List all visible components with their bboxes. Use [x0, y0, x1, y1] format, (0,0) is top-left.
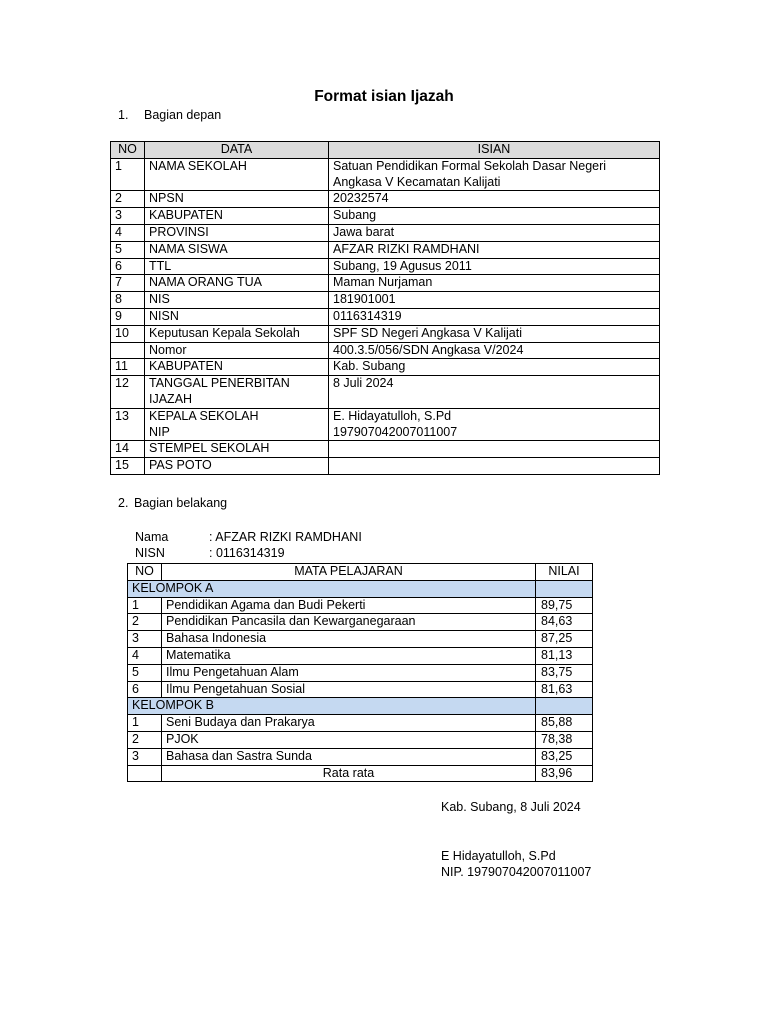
grade-number: 1 [128, 597, 162, 614]
table-row [111, 342, 660, 359]
row-data-label: NISN [149, 308, 179, 323]
row-isian-value: 8 Juli 2024 [333, 376, 394, 391]
row-isian-value-2: Angkasa V Kecamatan Kalijati [333, 174, 501, 189]
row-data-cell [145, 342, 329, 359]
grade-number: 3 [128, 748, 162, 765]
row-number: 6 [111, 258, 145, 275]
row-number: 10 [111, 325, 145, 342]
average-label: Rata rata [162, 765, 536, 782]
grade-score: 78,38 [536, 731, 593, 748]
row-number: 15 [111, 458, 145, 475]
row-data-label: KEPALA SEKOLAH [149, 408, 259, 423]
row-data-cell [145, 224, 329, 241]
grade-subject: Matematika [162, 647, 536, 664]
average-value: 83,96 [536, 765, 593, 782]
header-no: NO [128, 564, 162, 581]
row-data-label: PROVINSI [149, 224, 209, 239]
group-b-row [128, 698, 593, 715]
row-isian-cell [329, 292, 660, 309]
grade-row [128, 748, 593, 765]
row-number: 5 [111, 241, 145, 258]
grade-number: 2 [128, 731, 162, 748]
table-row [111, 241, 660, 258]
row-data-cell [145, 308, 329, 325]
table-row [111, 458, 660, 475]
row-data-label: NAMA SEKOLAH [149, 158, 247, 173]
row-isian-cell [329, 408, 660, 441]
table-header-row [111, 142, 660, 159]
table-row [111, 441, 660, 458]
signature-name: E Hidayatulloh, S.Pd [441, 849, 556, 863]
row-number [111, 342, 145, 359]
grade-number: 1 [128, 715, 162, 732]
grade-score: 85,88 [536, 715, 593, 732]
row-number: 3 [111, 208, 145, 225]
grade-row [128, 597, 593, 614]
row-number: 12 [111, 376, 145, 409]
group-b-label: KELOMPOK B [128, 698, 536, 715]
table-row [111, 191, 660, 208]
header-subject: MATA PELAJARAN [162, 564, 536, 581]
row-isian-value-2: 197907042007011007 [333, 424, 458, 439]
header-no: NO [111, 142, 145, 159]
table-row [111, 376, 660, 409]
table-row [111, 158, 660, 191]
row-isian-value: Subang [333, 208, 377, 223]
row-isian-value: 0116314319 [333, 308, 402, 323]
row-data-label: TTL [149, 258, 172, 273]
header-score: NILAI [536, 564, 593, 581]
section-2-heading [118, 496, 227, 510]
row-data-label: TANGGAL PENERBITAN [149, 376, 290, 391]
row-data-cell [145, 191, 329, 208]
grade-number: 6 [128, 681, 162, 698]
row-isian-cell [329, 342, 660, 359]
row-isian-value: 181901001 [333, 292, 396, 307]
student-name-line [135, 530, 362, 544]
table-header-row [128, 564, 593, 581]
row-isian-value: E. Hidayatulloh, S.Pd [333, 408, 452, 423]
grade-row [128, 715, 593, 732]
row-number: 4 [111, 224, 145, 241]
row-data-cell [145, 376, 329, 409]
table-row [111, 275, 660, 292]
section-1-number: 1. [118, 108, 129, 122]
grade-subject: Pendidikan Agama dan Budi Pekerti [162, 597, 536, 614]
grade-row [128, 614, 593, 631]
student-nisn-value: : 0116314319 [209, 546, 285, 560]
row-isian-cell [329, 191, 660, 208]
grade-subject: Bahasa Indonesia [162, 631, 536, 648]
row-data-cell [145, 275, 329, 292]
table-row [111, 325, 660, 342]
table-row [111, 408, 660, 441]
table-row [111, 258, 660, 275]
row-isian-cell [329, 458, 660, 475]
row-data-cell [145, 325, 329, 342]
row-number: 14 [111, 441, 145, 458]
row-isian-value: Kab. Subang [333, 359, 406, 374]
row-data-cell [145, 208, 329, 225]
grade-score: 83,25 [536, 748, 593, 765]
grade-score: 81,13 [536, 647, 593, 664]
signature-place-date: Kab. Subang, 8 Juli 2024 [441, 800, 581, 814]
document-title: Format isian Ijazah [314, 88, 454, 105]
row-data-cell [145, 158, 329, 191]
row-isian-cell [329, 376, 660, 409]
header-data: DATA [145, 142, 329, 159]
grade-score: 89,75 [536, 597, 593, 614]
group-a-row [128, 580, 593, 597]
row-number: 2 [111, 191, 145, 208]
row-data-label-2: NIP [149, 424, 170, 439]
row-data-label: STEMPEL SEKOLAH [149, 441, 270, 456]
front-section-table [110, 141, 660, 475]
row-data-label: KABUPATEN [149, 359, 223, 374]
grade-row [128, 681, 593, 698]
row-data-label-2: IJAZAH [149, 391, 193, 406]
row-data-label: NAMA SISWA [149, 241, 228, 256]
section-1-heading [118, 108, 221, 122]
student-name-value: : AFZAR RIZKI RAMDHANI [209, 530, 362, 544]
table-row [111, 308, 660, 325]
grade-number: 3 [128, 631, 162, 648]
student-name-label: Nama [135, 530, 169, 544]
row-data-cell [145, 359, 329, 376]
group-b-score-cell [536, 698, 593, 715]
row-data-label: NAMA ORANG TUA [149, 275, 262, 290]
group-a-label: KELOMPOK A [128, 580, 536, 597]
student-nisn-line [135, 546, 285, 560]
row-isian-cell [329, 158, 660, 191]
group-a-score-cell [536, 580, 593, 597]
row-isian-cell [329, 308, 660, 325]
grade-subject: Pendidikan Pancasila dan Kewarganegaraan [162, 614, 536, 631]
section-2-label: Bagian belakang [134, 496, 228, 510]
row-isian-value: 20232574 [333, 191, 389, 206]
row-data-cell [145, 241, 329, 258]
grade-number: 2 [128, 614, 162, 631]
row-isian-value: Maman Nurjaman [333, 275, 433, 290]
grade-row [128, 647, 593, 664]
grade-score: 87,25 [536, 631, 593, 648]
table-row [111, 292, 660, 309]
grades-table [127, 563, 593, 782]
grade-score: 83,75 [536, 664, 593, 681]
table-row [111, 359, 660, 376]
grade-number: 5 [128, 664, 162, 681]
average-row [128, 765, 593, 782]
row-data-label: Keputusan Kepala Sekolah [149, 325, 300, 340]
grade-score: 81,63 [536, 681, 593, 698]
row-isian-cell [329, 325, 660, 342]
row-number: 9 [111, 308, 145, 325]
grade-row [128, 631, 593, 648]
row-isian-value: SPF SD Negeri Angkasa V Kalijati [333, 325, 522, 340]
row-data-cell [145, 458, 329, 475]
row-number: 13 [111, 408, 145, 441]
row-isian-value: Subang, 19 Agusus 2011 [333, 258, 472, 273]
row-isian-cell [329, 241, 660, 258]
grade-subject: PJOK [162, 731, 536, 748]
table-row [111, 208, 660, 225]
student-nisn-label: NISN [135, 546, 165, 560]
row-data-cell [145, 292, 329, 309]
row-number: 7 [111, 275, 145, 292]
row-isian-cell [329, 208, 660, 225]
header-isian: ISIAN [329, 142, 660, 159]
row-isian-cell [329, 441, 660, 458]
row-data-label: KABUPATEN [149, 208, 223, 223]
row-isian-cell [329, 258, 660, 275]
signature-nip: NIP. 197907042007011007 [441, 865, 592, 879]
grade-score: 84,63 [536, 614, 593, 631]
row-isian-cell [329, 224, 660, 241]
row-isian-cell [329, 359, 660, 376]
row-data-label: Nomor [149, 342, 187, 357]
row-isian-value: Jawa barat [333, 224, 395, 239]
row-data-cell [145, 408, 329, 441]
row-isian-value: AFZAR RIZKI RAMDHANI [333, 241, 480, 256]
grade-subject: Bahasa dan Sastra Sunda [162, 748, 536, 765]
row-data-label: NIS [149, 292, 170, 307]
grade-number: 4 [128, 647, 162, 664]
row-number: 1 [111, 158, 145, 191]
row-isian-cell [329, 275, 660, 292]
row-data-label: NPSN [149, 191, 184, 206]
grade-row [128, 664, 593, 681]
grade-subject: Ilmu Pengetahuan Sosial [162, 681, 536, 698]
section-2-number: 2. [118, 496, 129, 510]
section-1-label: Bagian depan [144, 108, 222, 122]
row-data-cell [145, 441, 329, 458]
grade-row [128, 731, 593, 748]
row-isian-value: 400.3.5/056/SDN Angkasa V/2024 [333, 342, 524, 357]
row-isian-value: Satuan Pendidikan Formal Sekolah Dasar Negeri [333, 158, 607, 173]
row-number: 8 [111, 292, 145, 309]
row-data-label: PAS POTO [149, 458, 212, 473]
row-number: 11 [111, 359, 145, 376]
average-no-cell [128, 765, 162, 782]
table-row [111, 224, 660, 241]
row-data-cell [145, 258, 329, 275]
grade-subject: Ilmu Pengetahuan Alam [162, 664, 536, 681]
grade-subject: Seni Budaya dan Prakarya [162, 715, 536, 732]
